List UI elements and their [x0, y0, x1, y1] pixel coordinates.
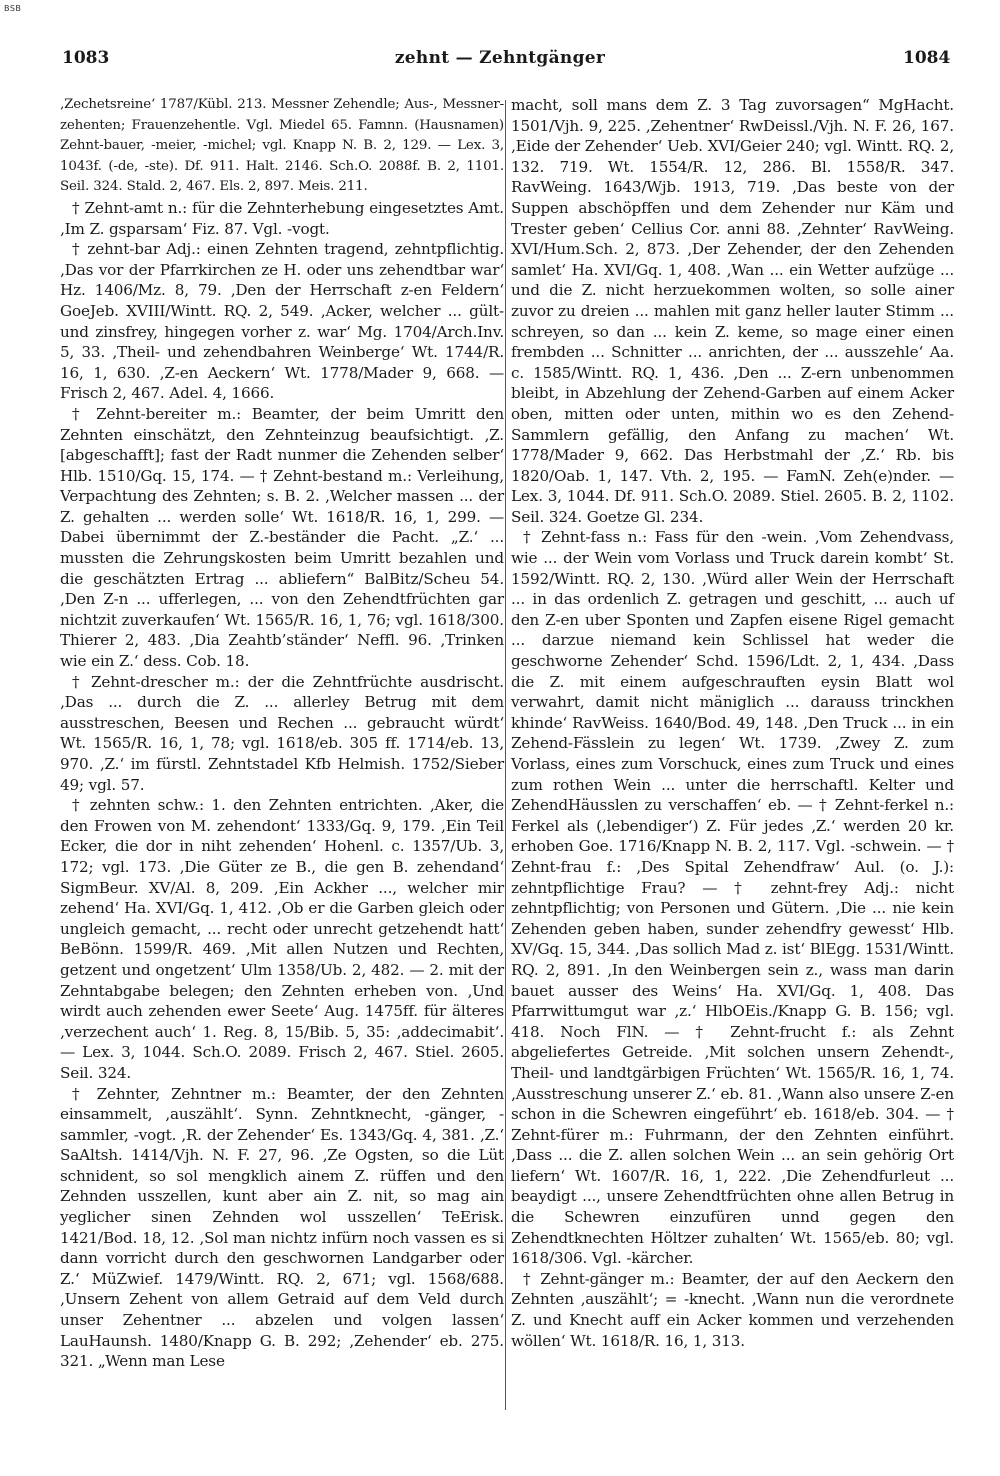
entry-paragraph: † Zehnt-gänger m.: Beamter, der auf den Aeckern den Zehnten ‚auszählt‘; = -knecht. ‚Wann nun die verordnete Z. und Knecht auff ein Acker kommen und verzehenden wöllen‘ Wt. 1618/R. 16, 1, 313. — [511, 1269, 954, 1350]
library-stamp: BSB — [4, 4, 22, 13]
entry-paragraph: ‚Zechetsreine‘ 1787/Kübl. 213. Messner Zehendle; Aus-, Messner-zehenten; Frauenzehentle. Vgl. Miedel 65. Famnn. (Hausnamen) Zehnt-bauer, -meier, -michel; vgl. Knapp N. B. 2, 129. — Lex. 3, 1043f. (-de, -ste). Df. 911. Halt. 2146. Sch.O. 2088f. B. 2, 1101. Seil. 324. Stald. 2, 467. Els. 2, 897. Meis. 211. — [60, 97, 504, 195]
entry-paragraph: † zehnten schw.: 1. den Zehnten entrichten. ‚Aker, die den Frowen von M. zehendont‘ 1333/Gq. 9, 179. ‚Ein Teil Ecker, die dor in niht zehenden‘ Hohenl. c. 1357/Ub. 3, 172; vgl. 173. ‚Die Güter ze B., die gen B. zehendand‘ SigmBeur. XV/Al. 8, 209. ‚Ein Ackher ..., welcher mir zehend‘ Ha. XVI/Gq. 1, 412. ‚Ob er die Garben gleich oder ungleich gemacht, ... recht oder unrecht getzehendt hatt‘ BeBönn. 1599/R. 469. ‚Mit allen Nutzen und Rechten, getzent und ongetzent‘ Ulm 1358/Ub. 2, 482. — 2. mit der Zehntabgabe belegen; den Zehnten erheben von. ‚Und wirdt auch zehenden ewer Seete‘ Aug. 1475ff. für älteres ‚verzechent auch‘ 1. Reg. 8, 15/Bib. 5, 35: ‚addecimabit‘. — Lex. 3, 1044. Sch.O. 2089. Frisch 2, 467. Stiel. 2605. Seil. 324. — [60, 796, 504, 1082]
page-number-right: 1084 — [903, 48, 951, 68]
entry-paragraph: macht, soll mans dem Z. 3 Tag zuvorsagen“ MgHacht. 1501/Vjh. 9, 225. ‚Zehentner‘ RwDeissl./Vjh. N. F. 26, 167. ‚Eide der Zehender‘ Ueb. XVI/Geier 240; vgl. Wintt. RQ. 2, 132. 719. Wt. 1554/R. 12, 286. Bl. 1558/R. 347. RavWeing. 1643/Wjb. 1913, 719. ‚Das beste von der Suppen abschöpffen und dem Zehender nur Käm und Trester geben‘ Cellius Cor. anni 88. ‚Zehnter‘ RavWeing. XVI/Hum.Sch. 2, 873. ‚Der Zehender, der den Zehenden samlet‘ Ha. XVI/Gq. 1, 408. ‚Wan ... ein Wetter aufzüge ... und die Z. nicht herzuekommen wolten, so solle ainer zuvor zu dreien ... mahlen mit ganz heller lauter Stimm ... schreyen, so dan ... kein Z. keme, so mage einer einen frembden ... Schnitter ... anrichten, der ... ausszehle‘ Aa. c. 1585/Wintt. RQ. 1, 436. ‚Den ... Z-ern unbenommen bleibt, in Abzehlung der Zehend-Garben auf einem Acker oben, mitten oder unten, mithin wo es den Zehend-Sammlern gefällig, den Anfang zu machen‘ Wt. 1778/Mader 9, 662. Das Herbstmahl der ‚Z.‘ Rb. bis 1820/Oab. 1, 147. Vth. 2, 195. — FamN. Zeh(e)nder. — Lex. 3, 1044. Df. 911. Sch.O. 2089. Stiel. 2605. B. 2, 1102. Seil. 324. Goetze Gl. 234. — [511, 96, 954, 526]
entry-paragraph: † zehnt-bar Adj.: einen Zehnten tragend, zehntpflichtig. ‚Das vor der Pfarrkirchen ze H. oder uns zehendtbar war‘ Hz. 1406/Mz. 8, 79. ‚Den der Herrschaft z-en Feldern‘ GoeJeb. XVIII/Wintt. RQ. 2, 549. ‚Acker, welcher ... gült- und zinsfrey, hingegen vorher z. war‘ Mg. 1704/Arch.Inv. 5, 33. ‚Theil- und zehendbahren Weinberge‘ Wt. 1744/R. 16, 1, 630. ‚Z-en Aeckern‘ Wt. 1778/Mader 9, 668. — Frisch 2, 467. Adel. 4, 1666. — [60, 240, 504, 403]
entry-paragraph: † Zehnt-amt n.: für die Zehnterhebung eingesetztes Amt. ‚Im Z. gsparsam‘ Fiz. 87. Vgl. -vogt. — [60, 198, 504, 238]
left-column — [60, 95, 504, 1372]
entry-paragraph: † Zehnt-bereiter m.: Beamter, der beim Umritt den Zehnten einschätzt, den Zehnteinzug beaufsichtigt. ‚Z. [abgeschafft]; fast der Radt nunmer die Zehenden selber‘ Hlb. 1510/Gq. 15, 174. — † Zehnt-bestand m.: Verleihung, Verpachtung des Zehnten; s. B. 2. ‚Welcher massen ... der Z. gehalten ... werden solle‘ Wt. 1618/R. 16, 1, 299. — Dabei übernimmt der Z.-beständer die Pacht. „Z.‘ ... mussten die Zehrungskosten beim Umritt bezahlen und die geschätzten Ertrag ... abliefern“ BalBitz/Scheu 54. ‚Den Z-n ... ufferlegen, ... von den Zehendtfrüchten gar nichtzit zuverkaufen‘ Wt. 1565/R. 16, 1, 76; vgl. 1618/300. Thierer 2, 483. ‚Dia Zeahtb’ständer‘ Neffl. 96. ‚Trinken wie ein Z.‘ dess. Cob. 18. — [60, 404, 504, 671]
entry-paragraph: † Zehnt-fass n.: Fass für den -wein. ‚Vom Zehendvass, wie ... der Wein vom Vorlass und Truck darein kombt‘ St. 1592/Wintt. RQ. 2, 130. ‚Würd aller Wein der Herrschaft ... in das ordenlich Z. getragen und geschitt, ... auch uf den Z-en uber Sponten und Zapfen eisene Rigel gemacht ... darzue niemand kein Schlissel hat weder die geschworne Zehender‘ Schd. 1596/Ldt. 2, 1, 434. ‚Dass die Z. mit einem aufgeschrauften eysin Blatt wol verwahrt, damit nicht mäniglich ... darauss trinckhen khinde‘ RavWeiss. 1640/Bod. 49, 148. ‚Den Truck ... in ein Zehend-Fässlein zu legen‘ Wt. 1739. ‚Zwey Z. zum Vorlass, eines zum Vorschuck, eines zum Truck und eines zum rothen Wein ... unter die herrschaftl. Kelter und ZehendHäusslen zu verschaffen‘ eb. — † Zehnt-ferkel n.: Ferkel als (‚lebendiger‘) Z. Für jedes ‚Z.‘ werden 20 kr. erhoben Goe. 1716/Knapp N. B. 2, 117. Vgl. -schwein. — † Zehnt-frau f.: ‚Des Spital Zehendfraw‘ Aul. (o. J.): zehntpflichtige Frau? — † zehnt-frey Adj.: nicht zehntpflichtig; von Personen und Gütern. ‚Die ... nie kein Zehenden geben haben, sunder zehendfry gewesst‘ Hlb. XV/Gq. 15, 344. ‚Das sollich Mad z. ist‘ BlEgg. 1531/Wintt. RQ. 2, 891. ‚In den Weinbergen sein z., wass man darin bauet ausser des Weins‘ Ha. XVI/Gq. 1, 408. Das Pfarrwittumgut war ‚z.‘ HlbOEis./Knapp G. B. 156; vgl. 418. Noch FlN. — † Zehnt-frucht f.: als Zehnt abgeliefertes Getreide. ‚Mit solchen unsern Zehendt-, Theil- und landtgärbigen Früchten‘ Wt. 1565/R. 16, 1, 74. ‚Ausstreschung unserer Z.‘ eb. 81. ‚Wann also unsere Z-en schon in die Schewren eingeführt‘ eb. 1618/eb. 304. — † Zehnt-fürer m.: Fuhrmann, der den Zehnten einführt. ‚Dass ... die Z. allen solchen Wein ... an sein gehörig Ort liefern‘ Wt. 1607/R. 16, 1, 222. ‚Die Zehendfurleut ... beaydigt ..., unsere Zehendtfrüchten ohne allen Betrug in die Schewren einzufüren unnd gegen den Zehendtknechten Höltzer zuhalten‘ Wt. 1565/eb. 80; vgl. 1618/306. Vgl. -kärcher. — [511, 528, 954, 1268]
running-head: zehnt — Zehntgänger — [394, 48, 606, 68]
column-divider — [505, 100, 506, 1410]
entry-paragraph: † Zehnt-drescher m.: der die Zehntfrüchte ausdrischt. ‚Das ... durch die Z. ... allerley Betrug mit dem ausstreschen, Beesen und Rechen ... gebraucht würdt‘ Wt. 1565/R. 16, 1, 78; vgl. 1618/eb. 305 ff. 1714/eb. 13, 970. ‚Z.‘ im fürstl. Zehntstadel Kfb Helmish. 1752/Sieber 49; vgl. 57. — [60, 672, 504, 794]
page-number-left: 1083 — [62, 48, 110, 68]
page-header — [0, 48, 1000, 76]
entry-paragraph: † Zehnter, Zehntner m.: Beamter, der den Zehnten einsammelt, ‚auszählt‘. Synn. Zehntknecht, -gänger, -sammler, -vogt. ‚R. der Zehender‘ Es. 1343/Gq. 4, 381. ‚Z.‘ SaAltsh. 1414/Vjh. N. F. 27, 96. ‚Ze Ogsten, so die Lüt schnident, so sol mengklich ainem Z. rüffen und den Zehnden usszellen, kunt aber ain Z. nit, so mag ain yeglicher sinen Zehnden wol usszellen‘ TeErisk. 1421/Bod. 18, 12. ‚Sol man nichtz infürn noch vassen es si dann vorricht durch den geschwornen Landgarber oder Z.‘ MüZwief. 1479/Wintt. RQ. 2, 671; vgl. 1568/688. ‚Unsern Zehent von allem Getraid auf dem Veld durch unser Zehentner ... abzelen und volgen lassen‘ LauHaunsh. 1480/Knapp G. B. 292; ‚Zehender‘ eb. 275. 321. „Wenn man Lese — [60, 1084, 504, 1371]
right-column — [511, 95, 954, 1351]
